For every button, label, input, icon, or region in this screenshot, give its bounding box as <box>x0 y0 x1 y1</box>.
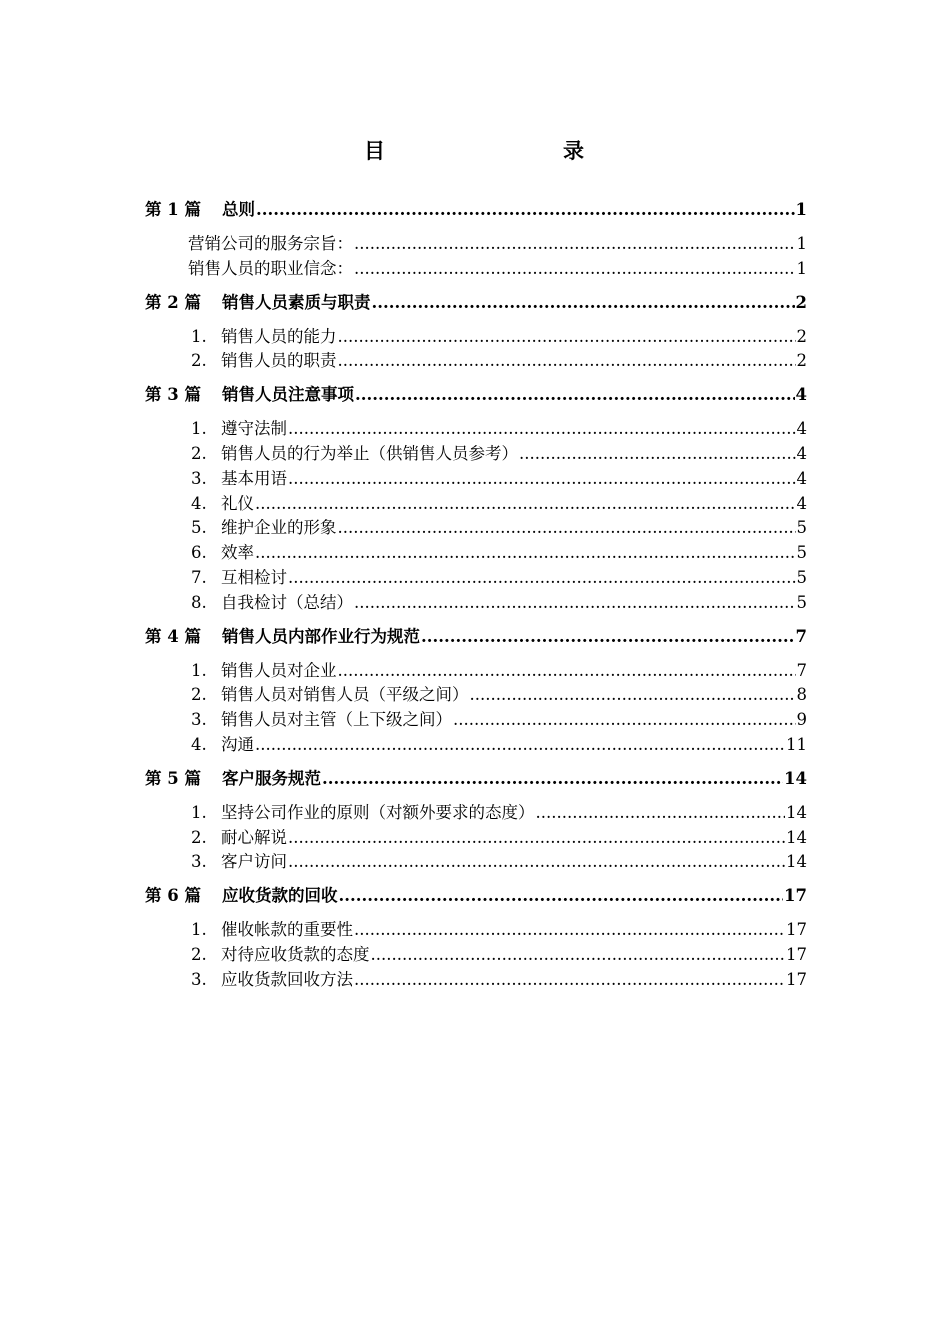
entry-page-number: 4 <box>796 493 807 513</box>
toc-entry[interactable] <box>145 941 807 966</box>
dot-leader <box>288 828 785 847</box>
dot-leader <box>339 886 784 905</box>
toc-title-char-2: 录 <box>563 138 584 163</box>
chapter-title: 应收货款的回收 <box>222 886 338 906</box>
toc-chapter-entry[interactable] <box>145 381 807 407</box>
entry-index: 7. <box>191 567 207 587</box>
toc-section <box>145 623 807 765</box>
entry-page-number: 14 <box>786 827 807 847</box>
entry-page-number: 1 <box>796 234 807 253</box>
dot-leader <box>338 661 796 680</box>
entry-page-number: 17 <box>786 920 807 940</box>
dot-leader <box>255 494 796 513</box>
chapter-page-number: 7 <box>795 626 807 646</box>
entry-index: 3. <box>191 710 207 730</box>
toc-entry[interactable] <box>145 230 807 255</box>
toc-entry[interactable] <box>145 731 807 756</box>
dot-leader <box>371 945 786 964</box>
dot-leader <box>338 518 796 537</box>
chapter-number: 第 5 篇 <box>145 768 201 788</box>
toc-entry[interactable] <box>145 681 807 706</box>
entry-page-number: 8 <box>796 685 807 705</box>
chapter-page-number: 17 <box>784 886 807 906</box>
entry-index: 1. <box>191 660 207 680</box>
entry-index: 6. <box>191 543 207 563</box>
toc-entry[interactable] <box>145 415 807 440</box>
toc-entry[interactable] <box>145 490 807 515</box>
table-of-contents <box>145 196 807 1000</box>
entry-page-number: 17 <box>786 969 807 989</box>
dot-leader <box>354 970 785 989</box>
entry-page-number: 1 <box>796 258 807 278</box>
dot-leader <box>288 469 796 488</box>
chapter-number: 第 3 篇 <box>145 385 201 405</box>
toc-title <box>0 136 950 166</box>
entry-title: 营销公司的服务宗旨： <box>188 234 353 253</box>
entry-page-number: 5 <box>796 592 807 612</box>
dot-leader <box>338 327 796 346</box>
entry-index: 3. <box>191 468 207 488</box>
toc-chapter-entry[interactable] <box>145 289 807 315</box>
toc-entry[interactable] <box>145 255 807 280</box>
entry-title: 销售人员对企业 <box>221 660 337 680</box>
dot-leader <box>256 200 795 219</box>
entry-page-number: 5 <box>796 518 807 538</box>
dot-leader <box>322 769 783 788</box>
dot-leader <box>519 444 796 463</box>
toc-entry[interactable] <box>145 347 807 372</box>
entry-title: 耐心解说 <box>221 827 287 847</box>
entry-page-number: 9 <box>796 710 807 730</box>
dot-leader <box>470 685 796 704</box>
entry-title: 遵守法制 <box>221 419 287 439</box>
entry-index: 4. <box>191 493 207 513</box>
entry-index: 1. <box>191 326 207 346</box>
toc-entry[interactable] <box>145 799 807 824</box>
toc-entry[interactable] <box>145 440 807 465</box>
entry-page-number: 14 <box>786 852 807 872</box>
chapter-title: 总则 <box>222 200 255 219</box>
toc-entry[interactable] <box>145 706 807 731</box>
chapter-number: 第 1 篇 <box>145 200 201 219</box>
dot-leader <box>354 234 796 253</box>
toc-entry[interactable] <box>145 824 807 849</box>
entry-title: 坚持公司作业的原则（对额外要求的态度） <box>221 802 535 822</box>
entry-title: 销售人员的能力 <box>221 326 337 346</box>
entry-title: 销售人员的行为举止（供销售人员参考） <box>221 443 518 463</box>
entry-page-number: 17 <box>786 944 807 964</box>
toc-section <box>145 882 807 999</box>
chapter-title: 销售人员内部作业行为规范 <box>222 626 420 646</box>
entry-index: 2. <box>191 944 207 964</box>
entry-page-number: 2 <box>796 326 807 346</box>
entry-index: 2. <box>191 443 207 463</box>
chapter-page-number: 1 <box>795 200 807 219</box>
toc-chapter-entry[interactable] <box>145 882 807 908</box>
toc-entry[interactable] <box>145 848 807 873</box>
entry-index: 3. <box>191 969 207 989</box>
entry-page-number: 11 <box>786 734 807 754</box>
entry-index: 2. <box>191 685 207 705</box>
entry-title: 沟通 <box>221 734 254 754</box>
dot-leader <box>354 920 785 939</box>
entry-page-number: 4 <box>796 419 807 439</box>
entry-page-number: 4 <box>796 468 807 488</box>
entry-title: 销售人员的职责 <box>221 351 337 371</box>
toc-entry[interactable] <box>145 966 807 991</box>
toc-entry[interactable] <box>145 323 807 348</box>
entry-title: 效率 <box>221 543 254 563</box>
chapter-number: 第 4 篇 <box>145 626 201 646</box>
toc-entry[interactable] <box>145 589 807 614</box>
entry-page-number: 14 <box>786 802 807 822</box>
entry-title: 互相检讨 <box>221 567 287 587</box>
entry-index: 3. <box>191 852 207 872</box>
entry-title: 对待应收货款的态度 <box>221 944 370 964</box>
entry-title: 礼仪 <box>221 493 254 513</box>
toc-title-char-1: 目 <box>364 138 385 163</box>
dot-leader <box>288 568 796 587</box>
chapter-title: 销售人员素质与职责 <box>222 292 371 312</box>
entry-index <box>145 234 188 253</box>
entry-index: 2. <box>191 351 207 371</box>
dot-leader <box>255 735 785 754</box>
entry-title: 维护企业的形象 <box>221 518 337 538</box>
chapter-page-number: 2 <box>795 292 807 312</box>
dot-leader <box>453 710 796 729</box>
toc-section <box>145 765 807 882</box>
toc-entry[interactable] <box>145 657 807 682</box>
entry-title: 基本用语 <box>221 468 287 488</box>
toc-section <box>145 289 807 382</box>
chapter-number: 第 2 篇 <box>145 292 201 312</box>
chapter-title: 客户服务规范 <box>222 768 321 788</box>
toc-section <box>145 381 807 622</box>
entry-index: 5. <box>191 518 207 538</box>
chapter-page-number: 14 <box>784 768 807 788</box>
toc-entry[interactable] <box>145 539 807 564</box>
toc-chapter-entry[interactable] <box>145 623 807 649</box>
entry-page-number: 5 <box>796 567 807 587</box>
dot-leader <box>338 351 796 370</box>
entry-index: 8. <box>191 592 207 612</box>
dot-leader <box>355 385 795 404</box>
entry-page-number: 7 <box>796 660 807 680</box>
chapter-number: 第 6 篇 <box>145 886 201 906</box>
toc-entry[interactable] <box>145 514 807 539</box>
dot-leader <box>536 803 786 822</box>
entry-index: 4. <box>191 734 207 754</box>
entry-title: 销售人员对销售人员（平级之间） <box>221 685 469 705</box>
dot-leader <box>354 593 796 612</box>
entry-title: 应收货款回收方法 <box>221 969 353 989</box>
entry-index: 1. <box>191 920 207 940</box>
entry-title: 催收帐款的重要性 <box>221 920 353 940</box>
toc-entry[interactable] <box>145 465 807 490</box>
dot-leader <box>288 852 785 871</box>
dot-leader <box>354 259 796 278</box>
entry-page-number: 5 <box>796 543 807 563</box>
entry-title: 销售人员的职业信念： <box>188 258 353 278</box>
entry-title: 自我检讨（总结） <box>221 592 353 612</box>
entry-title: 客户访问 <box>221 852 287 872</box>
toc-entry[interactable] <box>145 564 807 589</box>
dot-leader <box>421 627 795 646</box>
entry-index <box>145 259 188 278</box>
entry-title: 销售人员对主管（上下级之间） <box>221 710 452 730</box>
dot-leader <box>372 293 795 312</box>
toc-section <box>145 196 807 289</box>
entry-page-number: 2 <box>796 351 807 371</box>
chapter-title: 销售人员注意事项 <box>222 385 354 405</box>
chapter-page-number: 4 <box>795 385 807 405</box>
toc-chapter-entry[interactable] <box>145 765 807 791</box>
toc-entry[interactable] <box>145 916 807 941</box>
entry-index: 2. <box>191 827 207 847</box>
dot-leader <box>255 543 796 562</box>
dot-leader <box>288 419 796 438</box>
entry-index: 1. <box>191 802 207 822</box>
toc-chapter-entry[interactable] <box>145 196 807 222</box>
entry-page-number: 4 <box>796 443 807 463</box>
entry-index: 1. <box>191 419 207 439</box>
